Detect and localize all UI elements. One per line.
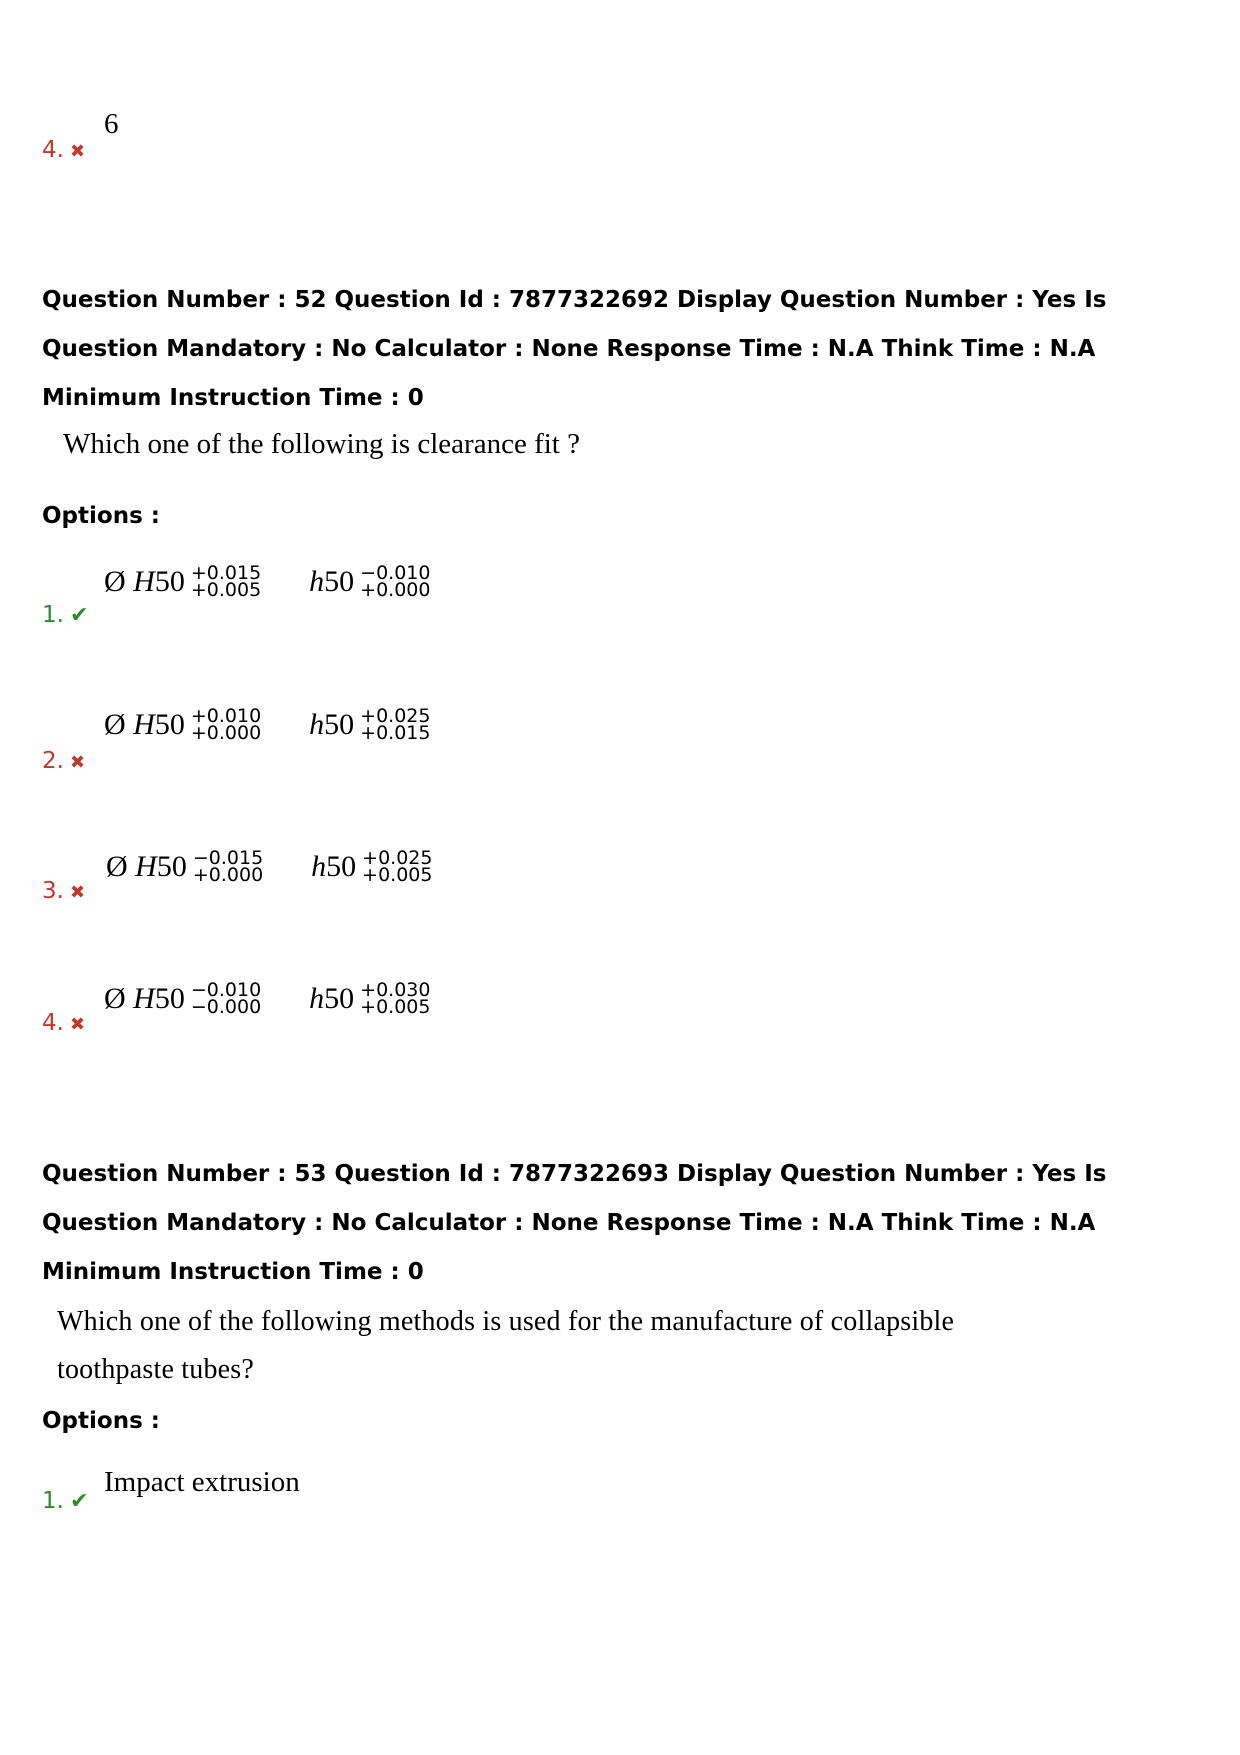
option-number: 4. xyxy=(42,1010,64,1036)
diameter-symbol: Ø xyxy=(106,850,128,883)
shaft-lower-deviation: +0.015 xyxy=(360,722,431,744)
question-52-text: Which one of the following is clearance fit ? xyxy=(63,428,580,460)
shaft-size: 50 xyxy=(324,982,355,1015)
shaft-tolerance xyxy=(360,979,431,1018)
hole-upper-deviation: +0.015 xyxy=(190,562,262,584)
q52-option-4-formula xyxy=(104,979,431,1018)
wrong-icon: ✖ xyxy=(69,752,86,773)
option-number: 1. xyxy=(42,1488,64,1514)
shaft-upper-deviation: +0.025 xyxy=(360,705,431,727)
shaft-letter: h xyxy=(309,565,325,598)
q52-option-2 xyxy=(42,748,85,774)
hole-size: 50 xyxy=(156,850,187,883)
question-52-options-label: Options : xyxy=(42,503,160,529)
question-53-text-line-2: toothpaste tubes? xyxy=(57,1354,255,1385)
hole-size: 50 xyxy=(154,565,185,598)
shaft-upper-deviation: −0.010 xyxy=(360,562,431,584)
hole-lower-deviation: −0.000 xyxy=(190,996,262,1018)
hole-letter: H xyxy=(133,565,155,598)
diameter-symbol: Ø xyxy=(104,982,126,1015)
hole-size: 50 xyxy=(154,708,185,741)
shaft-letter: h xyxy=(311,850,327,883)
diameter-symbol: Ø xyxy=(104,708,126,741)
question-53-options-label: Options : xyxy=(42,1408,160,1434)
hole-tolerance xyxy=(190,979,262,1018)
hole-lower-deviation: +0.000 xyxy=(190,722,262,744)
q52-option-2-formula xyxy=(104,705,431,744)
option-number: 4. xyxy=(42,137,64,163)
q52-option-3 xyxy=(42,878,85,904)
shaft-size: 50 xyxy=(324,565,355,598)
q52-option-1-formula xyxy=(104,562,431,601)
q53-option-1-value: Impact extrusion xyxy=(104,1466,300,1498)
wrong-icon: ✖ xyxy=(69,141,86,162)
wrong-icon: ✖ xyxy=(69,882,86,903)
shaft-upper-deviation: +0.030 xyxy=(360,979,431,1001)
shaft-tolerance xyxy=(362,847,433,886)
shaft-letter: h xyxy=(309,708,325,741)
shaft-tolerance xyxy=(360,562,431,601)
hole-tolerance xyxy=(190,562,262,601)
option-number: 1. xyxy=(42,602,64,628)
q53-option-1 xyxy=(42,1488,88,1514)
hole-tolerance xyxy=(190,705,262,744)
question-53-text-line-1: Which one of the following methods is used for the manufacture of collapsible xyxy=(57,1306,955,1337)
option-number: 2. xyxy=(42,748,64,774)
hole-letter: H xyxy=(133,708,155,741)
q52-option-3-formula xyxy=(106,847,433,886)
q52-option-1 xyxy=(42,602,88,628)
prev-option-4 xyxy=(42,137,85,163)
option-number: 3. xyxy=(42,878,64,904)
hole-size: 50 xyxy=(154,982,185,1015)
shaft-lower-deviation: +0.005 xyxy=(362,864,433,886)
q52-option-4 xyxy=(42,1010,85,1036)
question-53-meta: Question Number : 53 Question Id : 7877322693 Display Question Number : Yes Is Question Mandatory : No Calculator : None Response Time : N.A Think Time : N.A Minimum Instruction Time : 0 xyxy=(42,1161,1107,1285)
check-icon: ✔ xyxy=(69,603,89,628)
hole-upper-deviation: +0.010 xyxy=(190,705,262,727)
wrong-icon: ✖ xyxy=(69,1014,86,1035)
shaft-upper-deviation: +0.025 xyxy=(362,847,433,869)
shaft-lower-deviation: +0.005 xyxy=(360,996,431,1018)
hole-upper-deviation: −0.015 xyxy=(192,847,264,869)
diameter-symbol: Ø xyxy=(104,565,126,598)
shaft-size: 50 xyxy=(324,708,355,741)
hole-letter: H xyxy=(135,850,157,883)
hole-upper-deviation: −0.010 xyxy=(190,979,262,1001)
question-52-meta: Question Number : 52 Question Id : 7877322692 Display Question Number : Yes Is Question Mandatory : No Calculator : None Response Time : N.A Think Time : N.A Minimum Instruction Time : 0 xyxy=(42,287,1107,411)
shaft-size: 50 xyxy=(326,850,357,883)
shaft-tolerance xyxy=(360,705,431,744)
hole-lower-deviation: +0.005 xyxy=(190,579,262,601)
check-icon: ✔ xyxy=(69,1489,89,1514)
shaft-lower-deviation: +0.000 xyxy=(360,579,431,601)
shaft-letter: h xyxy=(309,982,325,1015)
hole-letter: H xyxy=(133,982,155,1015)
prev-option-4-value: 6 xyxy=(104,108,119,140)
hole-lower-deviation: +0.000 xyxy=(192,864,264,886)
hole-tolerance xyxy=(192,847,264,886)
